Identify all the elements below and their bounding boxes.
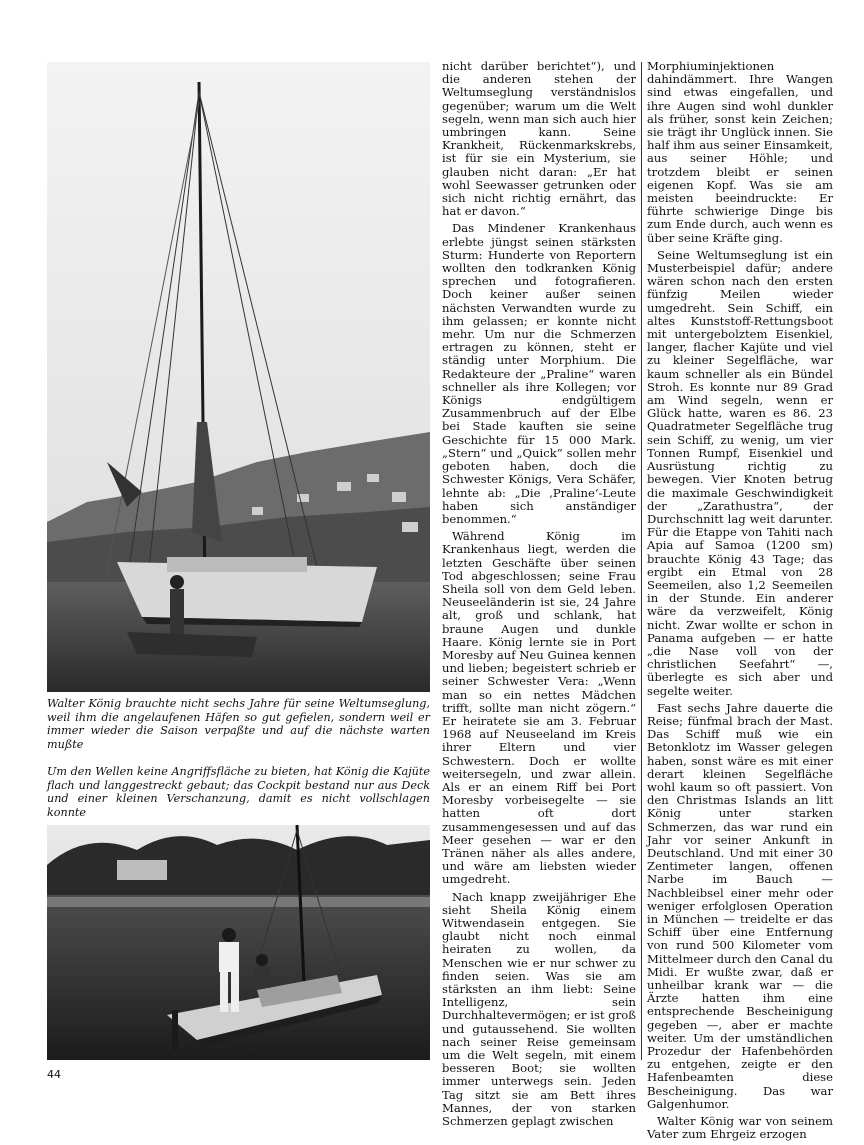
page-number: 44 xyxy=(47,1068,61,1081)
article-column-2 xyxy=(442,60,636,1132)
column2-paragraph: Während König im Krankenhaus liegt, werden die letzten Geschäfte über seinen Tod abgeschlossen; seine Frau Sheila soll von dem Geld leben. Neuseeländerin ist sie, 24 Jahre alt, groß und schlank, hat braune Augen und dunkle Haare. König lernte sie in Port Moresby auf Neu Guinea kennen und lieben; begeistert schrieb er seiner Schwester Vera: „Wenn man so ein nettes Mädchen trifft, sollte man nicht zögern.“ Er heiratete sie am 3. Februar 1968 auf Neuseeland im Kreis ihrer Eltern und vier Schwestern. Doch er wollte weitersegeln, und zwar allein. Als er an einem Riff bei Port Moresby vorbeisegelte — sie hatten oft dort zusammengesessen und auf das Meer gesehen — war er den Tränen näher als alles andere, und wäre am liebsten wieder umgedreht. xyxy=(442,529,636,887)
column3-paragraph: Walter König war von seinem Vater zum Ehrgeiz erzogen xyxy=(647,1114,833,1142)
column3-paragraph: Seine Weltumseglung ist ein Musterbeispiel dafür; andere wären schon nach den ersten fünfzig Meilen wieder umgedreht. Sein Schiff, ein altes Kunststoff-Rettungsboot mit untergebolztem Eisenkiel, langer, flacher Kajüte und viel zu kleiner Segelfläche, war kaum schneller als ein Bündel Stroh. Es konnte nur 89 Grad am Wind segeln, wenn er Glück hatte, waren es 86. 23 Quadratmeter Segelfläche trug sein Schiff, zu wenig, um vier Tonnen Rumpf, Eisenkiel und Ausrüstung richtig zu bewegen. Vier Knoten betrug die maximale Geschwindigkeit der „Zarathustra“, der Durchschnitt lag weit darunter. Für die Etappe von Tahiti nach Apia auf Samoa (1200 sm) brauchte König 43 Tage; das ergibt ein Etmal von 28 Seemeilen, also 1,2 Seemeilen in der Stunde. Ein anderer wäre da verzweifelt, König nicht. Zwar wollte er schon in Panama aufgeben — er hatte „die Nase voll von der christlichen Seefahrt“ —, überlegte es sich aber und segelte weiter. xyxy=(647,247,833,698)
photo2-caption: Um den Wellen keine Angriffsfläche zu bieten, hat König die Kajüte flach und langgestreckt gebaut; das Cockpit bestand nur aus Deck und einer kleinen Verschanzung, damit es nicht vollschlagen konnte xyxy=(47,765,430,819)
photo-boat-cockpit xyxy=(47,825,430,1060)
column-divider xyxy=(641,62,642,1060)
column3-paragraph: Fast sechs Jahre dauerte die Reise; fünfmal brach der Mast. Das Schiff muß wie ein Betonklotz im Wasser gelegen haben, sonst wäre es mit einer derart kleinen Segelfläche wohl kaum so oft passiert. Von den Christmas Islands an litt König unter starken Schmerzen, das war rund ein Jahr vor seiner Ankunft in Deutschland. Und mit einer 30 Zentimeter langen, offenen Narbe im Bauch — Nachbleibsel einer mehr oder weniger erfolglosen Operation in München — treidelte er das Schiff über eine Entfernung von rund 500 Kilometer vom Mittelmeer durch den Canal du Midi. Er wußte zwar, daß er unheilbar krank war — die Ärzte hatten ihm eine entsprechende Bescheinigung gegeben —, aber er machte weiter. Um der umständlichen Prozedur der Hafenbehörden zu entgehen, zeigte er den Hafenbeamten diese Bescheinigung. Das war Galgenhumor. xyxy=(647,700,833,1111)
article-column-3 xyxy=(647,60,833,1145)
column3-paragraph: Morphiuminjektionen dahindämmert. Ihre Wangen sind etwas eingefallen, und ihre Augen sind wohl dunkler als früher, sonst kein Zeichen; sie trägt ihr Unglück innen. Sie half ihm aus seiner Einsamkeit, aus seiner Höhle; und trotzdem bleibt er seinen eigenen Kopf. Was sie am meisten beeindruckte: Er führte schwierige Dinge bis zum Ende durch, auch wenn es über seine Kräfte ging. xyxy=(647,59,833,245)
column2-paragraph: Das Mindener Krankenhaus erlebte jüngst seinen stärksten Sturm: Hunderte von Reportern wollten den todkranken König sprechen und fotografieren. Doch keiner außer seinen nächsten Verwandten wurde zu ihm gelassen; er konnte nicht mehr. Um nur die Schmerzen ertragen zu können, steht er ständig unter Morphium. Die Redakteure der „Praline“ waren schneller als ihre Kollegen; vor Königs endgültigem Zusammenbruch auf der Elbe bei Stade kauften sie seine Geschichte für 15 000 Mark. „Stern“ und „Quick“ sollen mehr geboten haben, doch die Schwester Königs, Vera Schäfer, lehnte ab: „Die ‚Praline‘-Leute haben sich anständiger benommen.“ xyxy=(442,221,636,526)
column2-paragraph: nicht darüber berichtet“), und die anderen stehen der Weltumseglung verständnislos gegenüber; warum um die Welt segeln, wenn man sich auch hier umbringen kann. Seine Krankheit, Rückenmarkskrebs, ist für sie ein Mysterium, sie glauben nicht daran: „Er hat wohl Seewasser getrunken oder sich nicht richtig ernährt, das hat er davon.“ xyxy=(442,59,636,219)
column2-paragraph: Nach knapp zweijähriger Ehe sieht Sheila König einem Witwendasein entgegen. Sie glaubt nicht noch einmal heiraten zu wollen, da Menschen wie er nur schwer zu finden seien. Was sie am stärksten an ihm liebt: Seine Intelligenz, sein Durchhaltevermögen; er ist groß und gutaussehend. Sie wollten nach seiner Reise gemeinsam um die Welt segeln, mit einem besseren Boot; sie wollten immer unterwegs sein. Jeden Tag sitzt sie am Bett ihres Mannes, der von starken Schmerzen geplagt zwischen xyxy=(442,889,636,1129)
photo1-caption: Walter König brauchte nicht sechs Jahre für seine Weltumseglung, weil ihm die angelaufenen Häfen so gut gefielen, sondern weil er immer wieder die Saison verpaßte und auf die nächste warten mußte xyxy=(47,697,430,751)
photo-sailboat-harbor xyxy=(47,62,430,692)
